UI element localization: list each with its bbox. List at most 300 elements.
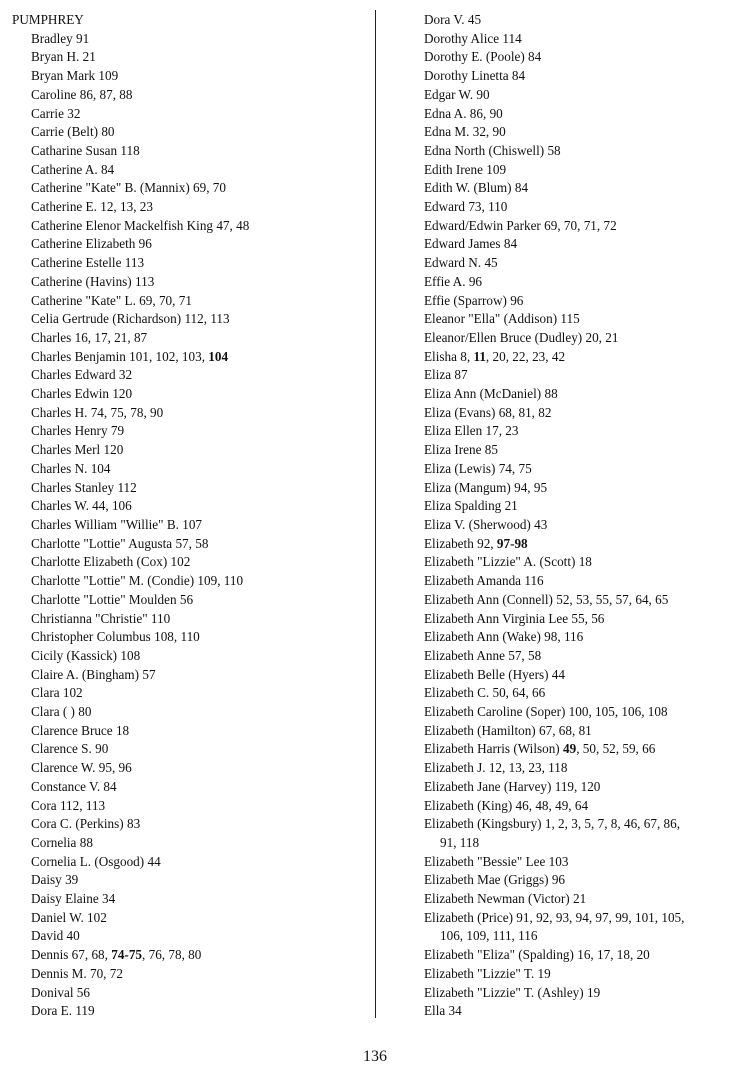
entry-name: Eliza (Lewis)	[424, 460, 496, 476]
entry-pages-bold: 11	[473, 348, 486, 364]
entry-pages-after: , 20, 22, 23, 42	[485, 348, 566, 364]
entry-name: Charlotte Elizabeth (Cox)	[31, 554, 168, 570]
index-entry	[410, 909, 748, 928]
entry-name: Dorothy Alice	[424, 30, 500, 46]
entry-pages: 112, 113	[59, 797, 106, 813]
index-entry	[12, 235, 367, 254]
index-column-right	[410, 11, 748, 1021]
entry-pages: 69, 70, 71, 72	[544, 217, 617, 233]
entry-name: Catherine (Havins)	[31, 273, 132, 289]
index-entry	[12, 628, 367, 647]
entry-pages: 84	[103, 778, 117, 794]
index-entry	[410, 1002, 748, 1021]
entry-pages: 98, 116	[544, 629, 584, 645]
index-entry	[410, 479, 748, 498]
entry-name: Edward	[424, 199, 466, 215]
index-entry	[12, 647, 367, 666]
entry-name: Charles	[31, 329, 72, 345]
entry-pages: 67, 68, 81	[539, 722, 592, 738]
index-entry	[12, 740, 367, 759]
index-entry	[410, 11, 748, 30]
index-entry	[12, 722, 367, 741]
left-entries	[12, 30, 367, 1021]
index-entry	[12, 479, 367, 498]
entry-pages: 108	[120, 647, 141, 663]
entry-pages-bold: 49	[563, 741, 577, 757]
entry-pages: 69, 70, 71	[139, 292, 192, 308]
entry-name: Elizabeth "Eliza" (Spalding)	[424, 947, 574, 963]
entry-pages: 47, 48	[216, 217, 250, 233]
entry-name: Cicily (Kassick)	[31, 647, 118, 663]
entry-pages: 120	[112, 386, 133, 402]
entry-pages: 103	[548, 853, 569, 869]
index-entry	[12, 142, 367, 161]
entry-name: Bryan H.	[31, 49, 80, 65]
index-entry	[12, 778, 367, 797]
index-entry	[410, 778, 748, 797]
entry-name: Cora	[31, 797, 57, 813]
index-entry	[12, 48, 367, 67]
entry-name: Eleanor/Ellen Bruce (Dudley)	[424, 329, 583, 345]
entry-pages: 109	[98, 68, 119, 84]
entry-name: Dora V.	[424, 12, 465, 27]
index-entry	[12, 30, 367, 49]
entry-pages: 91, 92, 93, 94, 97, 99, 101, 105,	[516, 909, 685, 925]
entry-name: Edward N.	[424, 255, 482, 271]
entry-pages: 32	[118, 367, 133, 383]
entry-pages: 108, 110	[154, 629, 200, 645]
entry-name: Clara ( )	[31, 704, 75, 720]
entry-name: Catherine "Kate" B. (Mannix)	[31, 180, 190, 196]
entry-name: Elizabeth Mae (Griggs)	[424, 872, 549, 888]
index-entry	[410, 105, 748, 124]
index-column-left	[12, 11, 367, 1021]
entry-pages: 21	[504, 498, 518, 514]
entry-name: Elizabeth Belle (Hyers)	[424, 666, 549, 682]
index-entry	[12, 366, 367, 385]
entry-pages: 12, 13, 23, 118	[488, 760, 568, 776]
entry-continuation: 91, 118	[440, 834, 480, 850]
index-entry	[410, 497, 748, 516]
entry-name: Clarence W.	[31, 760, 96, 776]
entry-pages: 116	[524, 573, 544, 589]
index-entry	[410, 123, 748, 142]
index-entry	[410, 404, 748, 423]
entry-pages: 73, 110	[468, 199, 508, 215]
entry-pages: 86, 87, 88	[79, 86, 133, 102]
entry-pages: 58	[547, 142, 561, 158]
index-entry	[12, 67, 367, 86]
entry-name: Edith Irene	[424, 161, 483, 177]
index-entry	[12, 797, 367, 816]
index-heading: PUMPHREY	[12, 12, 84, 27]
index-entry	[12, 217, 367, 236]
index-entry	[12, 610, 367, 629]
entry-name: Elizabeth (Kingsbury)	[424, 816, 542, 832]
entry-pages: 21	[82, 49, 96, 65]
index-entry	[12, 497, 367, 516]
entry-pages: 57, 58	[175, 535, 209, 551]
entry-pages: 43	[534, 516, 548, 532]
entry-pages: 92,	[477, 535, 494, 551]
entry-name: Eliza (Evans)	[424, 404, 496, 420]
index-entry	[12, 890, 367, 909]
entry-name: Charles Edward	[31, 367, 116, 383]
index-entry	[410, 946, 748, 965]
entry-pages: 88	[544, 386, 558, 402]
entry-pages: 34	[102, 891, 116, 907]
entry-pages: 113	[124, 255, 145, 271]
index-entry	[410, 722, 748, 741]
index-entry	[410, 254, 748, 273]
entry-pages: 21	[572, 891, 587, 907]
index-entry	[410, 441, 748, 460]
entry-pages: 87	[454, 367, 468, 383]
index-entry	[12, 703, 367, 722]
entry-pages: 110	[150, 610, 171, 626]
index-entry	[12, 385, 367, 404]
entry-continuation: 106, 109, 111, 116	[440, 928, 538, 944]
entry-pages: 119	[75, 1003, 95, 1019]
index-entry	[12, 1002, 367, 1021]
index-entry	[410, 965, 748, 984]
index-entry	[410, 198, 748, 217]
entry-name: Charlotte "Lottie" Moulden	[31, 591, 177, 607]
entry-name: Catherine Elenor Mackelfish King	[31, 217, 214, 233]
entry-pages-after: , 76, 78, 80	[142, 947, 202, 963]
entry-pages: 100, 105, 106, 108	[568, 704, 668, 720]
index-entry	[12, 834, 367, 853]
entry-name: Caroline	[31, 86, 77, 102]
entry-name: Constance V.	[31, 778, 101, 794]
entry-name: Christianna "Christie"	[31, 610, 148, 626]
index-entry	[12, 684, 367, 703]
entry-name: Daniel W.	[31, 909, 84, 925]
entry-pages: 84	[503, 236, 518, 252]
index-entry	[410, 553, 748, 572]
index-entry	[410, 460, 748, 479]
entry-name: Charles H.	[31, 404, 88, 420]
entry-pages: 55, 56	[571, 610, 605, 626]
entry-pages: 45	[484, 255, 498, 271]
entry-name: Clarence S.	[31, 741, 92, 757]
entry-name: Charles Merl	[31, 442, 101, 458]
entry-name: Catherine "Kate" L.	[31, 292, 136, 308]
index-entry	[410, 142, 748, 161]
entry-pages: 119, 120	[554, 778, 601, 794]
index-entry	[410, 86, 748, 105]
entry-pages: 1, 2, 3, 5, 7, 8, 46, 67, 86,	[544, 816, 681, 832]
entry-name: Edward/Edwin Parker	[424, 217, 541, 233]
entry-name: Dorothy E. (Poole)	[424, 49, 525, 65]
entry-name: Carrie	[31, 105, 64, 121]
entry-pages-after: , 50, 52, 59, 66	[576, 741, 656, 757]
entry-pages: 88	[79, 834, 93, 850]
entry-pages: 32, 90	[472, 124, 506, 140]
index-entry	[410, 591, 748, 610]
entry-name: Elizabeth (King)	[424, 797, 513, 813]
index-entry	[410, 366, 748, 385]
index-entry	[410, 329, 748, 348]
entry-pages: 74, 75	[498, 460, 532, 476]
index-entry	[12, 553, 367, 572]
index-entry	[12, 161, 367, 180]
entry-name: Edith W. (Blum)	[424, 180, 512, 196]
entry-name: Christopher Columbus	[31, 629, 151, 645]
entry-name: Claire A. (Bingham)	[31, 666, 140, 682]
entry-name: Edna A.	[424, 105, 467, 121]
entry-pages: 80	[78, 704, 92, 720]
entry-name: Elizabeth "Lizzie" T.	[424, 965, 535, 981]
index-entry	[410, 740, 748, 759]
index-entry	[410, 647, 748, 666]
index-entry	[410, 853, 748, 872]
entry-name: Catherine A.	[31, 161, 98, 177]
entry-name: Charles William "Willie" B.	[31, 516, 179, 532]
index-entry	[12, 86, 367, 105]
index-entry	[410, 348, 748, 367]
index-entry	[410, 703, 748, 722]
entry-name: Ella	[424, 1003, 446, 1019]
entry-pages: 12, 13, 23	[100, 199, 153, 215]
index-entry	[12, 329, 367, 348]
index-entry	[12, 927, 367, 946]
entry-name: Elizabeth Jane (Harvey)	[424, 778, 552, 794]
entry-pages: 17, 23	[485, 423, 519, 439]
entry-name: Charles N.	[31, 460, 88, 476]
entry-name: Elizabeth "Bessie" Lee	[424, 853, 546, 869]
index-entry	[410, 516, 748, 535]
entry-pages-bold: 97-98	[496, 535, 528, 551]
entry-pages: 90	[476, 86, 490, 102]
entry-pages: 83	[126, 816, 141, 832]
index-entry	[410, 48, 748, 67]
index-entry	[410, 292, 748, 311]
entry-name: Catharine Susan	[31, 142, 118, 158]
entry-name: Donival	[31, 984, 74, 1000]
entry-pages: 104	[90, 460, 111, 476]
entry-name: Cornelia	[31, 834, 77, 850]
entry-name: Eleanor "Ella" (Addison)	[424, 311, 558, 327]
entry-pages: 80	[101, 124, 115, 140]
entry-name: Effie A.	[424, 273, 466, 289]
entry-name: Charles Benjamin	[31, 348, 126, 364]
entry-pages: 16, 17, 21, 87	[74, 329, 148, 345]
entry-pages: 39	[65, 872, 79, 888]
entry-pages: 18	[578, 554, 592, 570]
entry-name: Edna M.	[424, 124, 470, 140]
entry-pages: 102	[170, 554, 191, 570]
entry-name: Catherine Elizabeth	[31, 236, 136, 252]
entry-pages: 84	[528, 49, 542, 65]
entry-pages: 56	[76, 984, 90, 1000]
index-entry	[12, 815, 367, 834]
entry-name: Edward James	[424, 236, 501, 252]
entry-name: Daisy	[31, 872, 62, 888]
index-entry	[12, 404, 367, 423]
entry-pages: 79	[110, 423, 125, 439]
index-entry	[410, 797, 748, 816]
entry-name: Elisha	[424, 348, 457, 364]
index-entry	[410, 310, 748, 329]
entry-name: Clarence Bruce	[31, 722, 113, 738]
entry-name: Elizabeth C.	[424, 685, 490, 701]
index-entry	[410, 385, 748, 404]
index-entry	[12, 254, 367, 273]
index-entry	[410, 815, 748, 834]
right-entries	[410, 11, 748, 1021]
index-entry	[12, 666, 367, 685]
index-entry	[410, 666, 748, 685]
entry-pages: 19	[537, 965, 551, 981]
entry-name: Cora C. (Perkins)	[31, 816, 124, 832]
entry-pages: 19	[586, 984, 601, 1000]
index-entry	[410, 610, 748, 629]
entry-pages: 44	[147, 853, 161, 869]
index-entry	[12, 909, 367, 928]
entry-name: Bryan Mark	[31, 68, 96, 84]
entry-pages: 109, 110	[197, 573, 244, 589]
entry-pages: 102	[87, 909, 107, 925]
index-entry	[12, 871, 367, 890]
index-entry	[410, 984, 748, 1003]
index-entry	[410, 273, 748, 292]
entry-pages: 57, 58	[508, 647, 542, 663]
index-entry	[410, 871, 748, 890]
index-entry	[12, 535, 367, 554]
entry-name: Eliza Ellen	[424, 423, 483, 439]
entry-pages: 96	[138, 236, 152, 252]
entry-pages: 57	[142, 666, 156, 682]
index-entry	[410, 890, 748, 909]
entry-pages: 69, 70	[193, 180, 226, 196]
entry-name: Elizabeth Ann (Wake)	[424, 629, 541, 645]
entry-name: Bradley	[31, 30, 73, 46]
entry-pages: 52, 53, 55, 57, 64, 65	[556, 591, 669, 607]
entry-name: Daisy Elaine	[31, 891, 99, 907]
index-entry	[410, 422, 748, 441]
entry-name: Clara	[31, 685, 60, 701]
entry-pages: 20, 21	[585, 329, 619, 345]
entry-pages: 44, 106	[92, 498, 132, 514]
entry-name: Elizabeth Newman (Victor)	[424, 891, 570, 907]
entry-pages: 95, 96	[98, 760, 132, 776]
index-entry	[12, 441, 367, 460]
entry-name: Eliza	[424, 367, 452, 383]
entry-name: Elizabeth J.	[424, 760, 486, 776]
entry-pages: 115	[560, 311, 580, 327]
entry-name: Charlotte "Lottie" M. (Condie)	[31, 573, 195, 589]
entry-pages: 34	[448, 1003, 462, 1019]
entry-name: Celia Gertrude (Richardson)	[31, 311, 182, 327]
entry-pages: 74, 75, 78, 90	[90, 404, 164, 420]
index-entry	[410, 161, 748, 180]
entry-name: Eliza Irene	[424, 442, 482, 458]
index-entry	[12, 759, 367, 778]
entry-pages: 68, 81, 82	[498, 404, 552, 420]
entry-pages-bold: 104	[208, 348, 229, 364]
entry-pages-bold: 74-75	[111, 947, 143, 963]
page-number: 136	[363, 1048, 387, 1065]
entry-name: Elizabeth (Price)	[424, 909, 513, 925]
entry-name: David	[31, 928, 64, 944]
index-entry	[12, 853, 367, 872]
entry-pages: 94, 95	[514, 479, 548, 495]
index-entry	[12, 591, 367, 610]
entry-name: Elizabeth Ann Virginia Lee	[424, 610, 569, 626]
entry-name: Elizabeth Caroline (Soper)	[424, 704, 566, 720]
entry-name: Eliza Spalding	[424, 498, 502, 514]
entry-pages: 46, 48, 49, 64	[515, 797, 589, 813]
entry-pages: 102	[62, 685, 83, 701]
index-entry	[410, 30, 748, 49]
index-entry	[12, 179, 367, 198]
index-entry	[12, 123, 367, 142]
entry-name: Elizabeth Anne	[424, 647, 505, 663]
entry-pages: 96	[468, 273, 482, 289]
entry-name: Catherine E.	[31, 199, 97, 215]
entry-name: Edna North (Chiswell)	[424, 142, 545, 158]
entry-name: Elizabeth Harris (Wilson)	[424, 741, 560, 757]
entry-pages: 70, 72	[89, 965, 123, 981]
entry-pages: 18	[115, 722, 130, 738]
entry-name: Charles Henry	[31, 423, 108, 439]
entry-pages: 118	[120, 142, 140, 158]
entry-name: Elizabeth "Lizzie" A. (Scott)	[424, 554, 576, 570]
index-entry	[12, 198, 367, 217]
entry-pages: 91	[76, 30, 90, 46]
entry-name: Carrie (Belt)	[31, 124, 99, 140]
index-entry	[12, 984, 367, 1003]
entry-name: Dora E.	[31, 1003, 73, 1019]
entry-pages: 101, 102, 103,	[129, 348, 205, 364]
entry-name: Elizabeth Ann (Connell)	[424, 591, 553, 607]
entry-pages: 96	[551, 872, 565, 888]
index-entry	[410, 628, 748, 647]
index-entry	[410, 572, 748, 591]
entry-name: Dennis	[31, 947, 69, 963]
entry-pages: 96	[510, 292, 524, 308]
entry-name: Eliza Ann (McDaniel)	[424, 386, 542, 402]
index-entry	[12, 460, 367, 479]
entry-pages: 44	[551, 666, 565, 682]
entry-pages: 86, 90	[469, 105, 503, 121]
index-entry	[12, 292, 367, 311]
entry-name: Dennis M.	[31, 965, 87, 981]
entry-pages: 107	[182, 516, 202, 532]
entry-pages: 90	[95, 741, 109, 757]
index-entry	[410, 67, 748, 86]
entry-pages: 120	[103, 442, 124, 458]
entry-name: Cornelia L. (Osgood)	[31, 853, 145, 869]
index-entry	[12, 348, 367, 367]
entry-name: Eliza V. (Sherwood)	[424, 516, 531, 532]
entry-name: Charles W.	[31, 498, 89, 514]
entry-pages: 84	[514, 180, 529, 196]
index-entry	[12, 422, 367, 441]
entry-pages: 32	[67, 105, 81, 121]
entry-name: Charles Edwin	[31, 386, 110, 402]
index-entry	[12, 572, 367, 591]
entry-pages: 84	[511, 68, 526, 84]
index-entry	[410, 217, 748, 236]
entry-name: Charles Stanley	[31, 479, 115, 495]
entry-pages: 16, 17, 18, 20	[577, 947, 650, 963]
entry-name: Edgar W.	[424, 86, 474, 102]
entry-pages: 56	[179, 591, 194, 607]
index-entry	[410, 759, 748, 778]
entry-name: Dorothy Linetta	[424, 68, 509, 84]
